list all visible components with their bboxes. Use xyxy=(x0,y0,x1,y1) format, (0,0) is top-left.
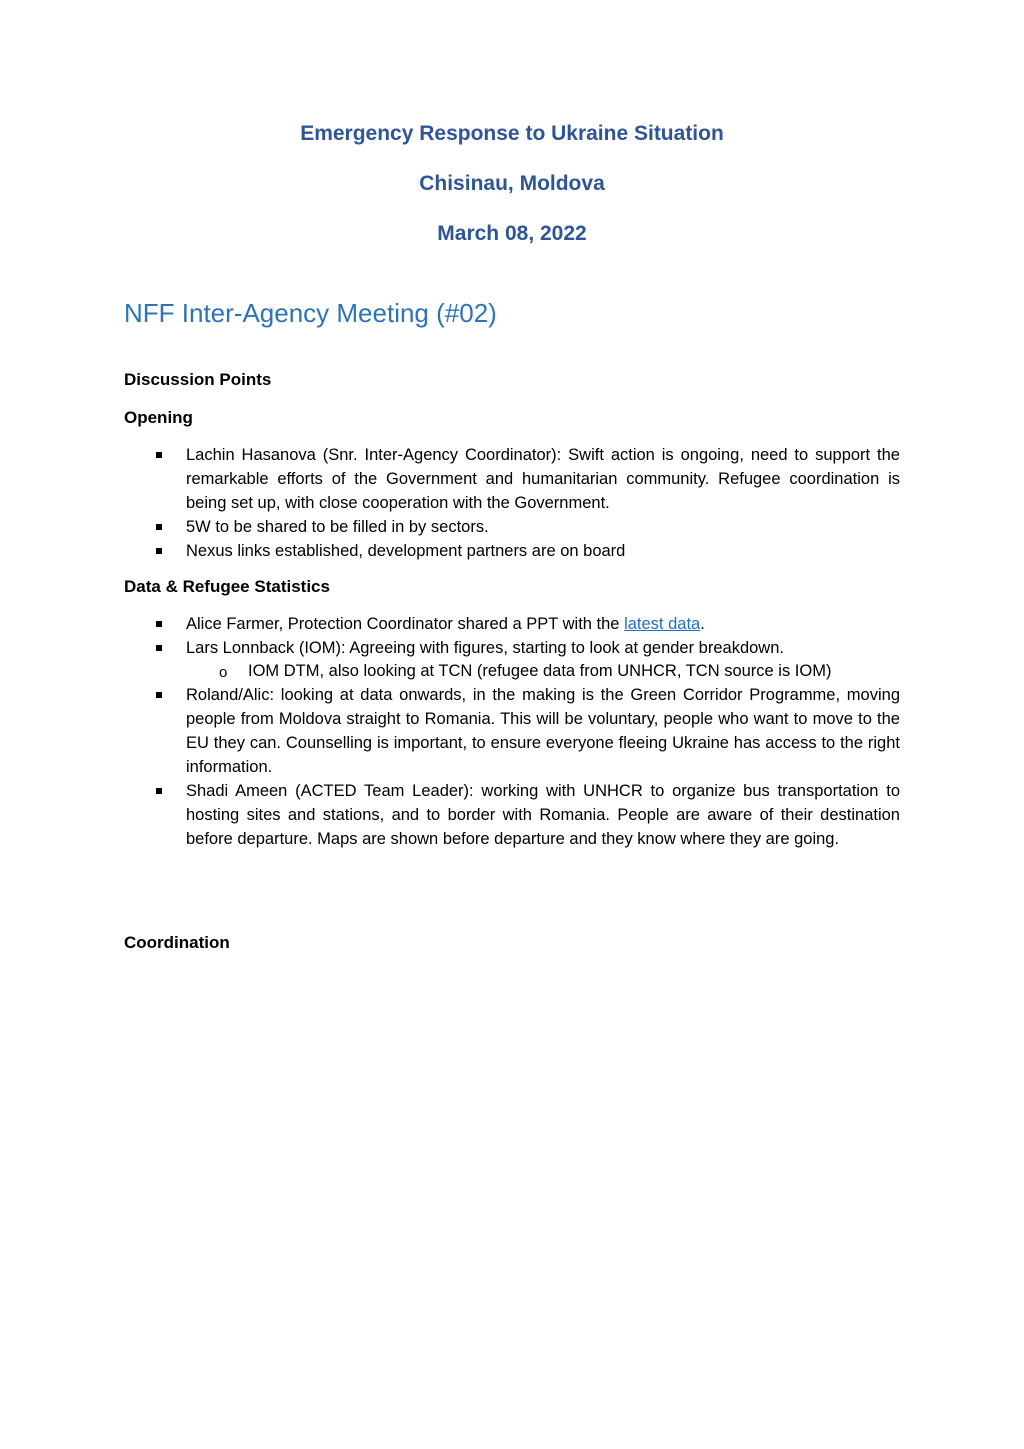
data-list xyxy=(124,612,900,851)
list-item-text: Roland/Alic: looking at data onwards, in the making is the Green Corridor Programme, moving people from Moldova straight to Romania. This will be voluntary, people who want to move to the EU they can. Counselling is important, to ensure everyone fleeing Ukraine has access to the right information. xyxy=(186,686,900,776)
date-heading: March 08, 2022 xyxy=(437,222,587,245)
coordination-label: Coordination xyxy=(124,933,230,952)
circle-bullet-icon: o xyxy=(219,664,228,681)
sub-list-item-text: IOM DTM, also looking at TCN (refugee data from UNHCR, TCN source is IOM) xyxy=(248,662,832,680)
sub-list-item xyxy=(124,660,900,683)
list-item-text: Lachin Hasanova (Snr. Inter-Agency Coordinator): Swift action is ongoing, need to support the remarkable efforts of the Government and humanitarian community. Refugee coordination is being set up, with close cooperation with the Government. xyxy=(186,446,900,512)
latest-data-link[interactable]: latest data xyxy=(624,615,701,633)
list-item xyxy=(124,515,900,539)
list-item-text: Lars Lonnback (IOM): Agreeing with figures, starting to look at gender breakdown. xyxy=(186,639,784,657)
bullet-icon xyxy=(156,645,162,651)
bullet-icon xyxy=(156,788,162,794)
list-item xyxy=(124,636,900,660)
list-item xyxy=(124,683,900,779)
discussion-points-label: Discussion Points xyxy=(124,370,272,389)
list-item xyxy=(124,539,900,563)
document-title: Emergency Response to Ukraine Situation xyxy=(300,122,724,145)
list-item xyxy=(124,443,900,515)
list-item-text: 5W to be shared to be filled in by sectors. xyxy=(186,518,489,536)
bullet-icon xyxy=(156,692,162,698)
bullet-icon xyxy=(156,452,162,458)
meeting-title: NFF Inter-Agency Meeting (#02) xyxy=(124,298,497,328)
location-heading: Chisinau, Moldova xyxy=(419,172,605,195)
bullet-icon xyxy=(156,548,162,554)
list-item-text: Nexus links established, development partners are on board xyxy=(186,542,626,560)
list-item-text-suffix: . xyxy=(700,615,705,633)
bullet-icon xyxy=(156,524,162,530)
opening-label: Opening xyxy=(124,408,193,427)
list-item-text: Shadi Ameen (ACTED Team Leader): working with UNHCR to organize bus transportation to hosting sites and stations, and to border with Romania. People are aware of their destination before departure. Maps are shown before departure and they know where they are going. xyxy=(186,782,900,848)
data-statistics-label: Data & Refugee Statistics xyxy=(124,577,330,596)
list-item xyxy=(124,779,900,851)
list-item-text-prefix: Alice Farmer, Protection Coordinator shared a PPT with the xyxy=(186,615,625,633)
list-item xyxy=(124,612,900,636)
opening-list xyxy=(124,443,900,563)
bullet-icon xyxy=(156,621,162,627)
